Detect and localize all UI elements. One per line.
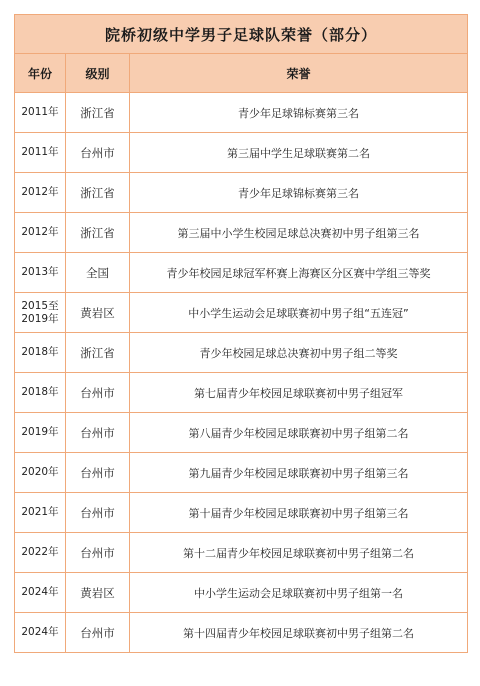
honor-cell: 第三届中小学生校园足球总决赛初中男子组第三名 xyxy=(130,213,468,253)
honor-cell: 第九届青少年校园足球联赛初中男子组第三名 xyxy=(130,453,468,493)
honor-cell: 青少年足球锦标赛第三名 xyxy=(130,173,468,213)
year-cell: 2012年 xyxy=(15,213,66,253)
level-cell: 黄岩区 xyxy=(66,293,130,333)
year-cell: 2013年 xyxy=(15,253,66,293)
year-cell: 2020年 xyxy=(15,453,66,493)
table-row xyxy=(15,453,468,493)
level-cell: 台州市 xyxy=(66,613,130,653)
table-row xyxy=(15,373,468,413)
table-row xyxy=(15,533,468,573)
table-row xyxy=(15,333,468,373)
honor-cell: 青少年足球锦标赛第三名 xyxy=(130,93,468,133)
table-row xyxy=(15,293,468,333)
title-row xyxy=(15,15,468,54)
honor-cell: 中小学生运动会足球联赛初中男子组第一名 xyxy=(130,573,468,613)
honor-cell: 第十届青少年校园足球联赛初中男子组第三名 xyxy=(130,493,468,533)
column-header-level: 级别 xyxy=(66,54,130,93)
honor-cell: 第十二届青少年校园足球联赛初中男子组第二名 xyxy=(130,533,468,573)
honor-cell: 第七届青少年校园足球联赛初中男子组冠军 xyxy=(130,373,468,413)
honor-cell: 第十四届青少年校园足球联赛初中男子组第二名 xyxy=(130,613,468,653)
honor-cell: 青少年校园足球总决赛初中男子组二等奖 xyxy=(130,333,468,373)
table-row xyxy=(15,613,468,653)
table-title: 院桥初级中学男子足球队荣誉（部分） xyxy=(15,15,468,54)
table-row xyxy=(15,413,468,453)
header-row xyxy=(15,54,468,93)
year-cell: 2024年 xyxy=(15,573,66,613)
year-cell: 2012年 xyxy=(15,173,66,213)
table-row xyxy=(15,573,468,613)
year-cell: 2024年 xyxy=(15,613,66,653)
honor-table xyxy=(14,14,468,653)
column-header-year: 年份 xyxy=(15,54,66,93)
level-cell: 浙江省 xyxy=(66,93,130,133)
level-cell: 浙江省 xyxy=(66,333,130,373)
honor-cell: 第三届中学生足球联赛第二名 xyxy=(130,133,468,173)
table-row xyxy=(15,133,468,173)
level-cell: 台州市 xyxy=(66,413,130,453)
level-cell: 台州市 xyxy=(66,493,130,533)
level-cell: 台州市 xyxy=(66,373,130,413)
level-cell: 浙江省 xyxy=(66,173,130,213)
year-cell: 2018年 xyxy=(15,333,66,373)
honor-cell: 中小学生运动会足球联赛初中男子组“五连冠” xyxy=(130,293,468,333)
column-header-honor: 荣誉 xyxy=(130,54,468,93)
year-cell: 2019年 xyxy=(15,413,66,453)
table-row xyxy=(15,213,468,253)
table-row xyxy=(15,93,468,133)
level-cell: 台州市 xyxy=(66,533,130,573)
honor-cell: 第八届青少年校园足球联赛初中男子组第二名 xyxy=(130,413,468,453)
year-cell: 2022年 xyxy=(15,533,66,573)
table-row xyxy=(15,493,468,533)
level-cell: 黄岩区 xyxy=(66,573,130,613)
year-cell: 2018年 xyxy=(15,373,66,413)
year-cell: 2011年 xyxy=(15,93,66,133)
year-cell: 2011年 xyxy=(15,133,66,173)
level-cell: 台州市 xyxy=(66,133,130,173)
table-row xyxy=(15,173,468,213)
level-cell: 台州市 xyxy=(66,453,130,493)
level-cell: 全国 xyxy=(66,253,130,293)
honor-cell: 青少年校园足球冠军杯赛上海赛区分区赛中学组三等奖 xyxy=(130,253,468,293)
table-row xyxy=(15,253,468,293)
year-cell: 2021年 xyxy=(15,493,66,533)
level-cell: 浙江省 xyxy=(66,213,130,253)
year-cell: 2015至2019年 xyxy=(15,293,66,333)
